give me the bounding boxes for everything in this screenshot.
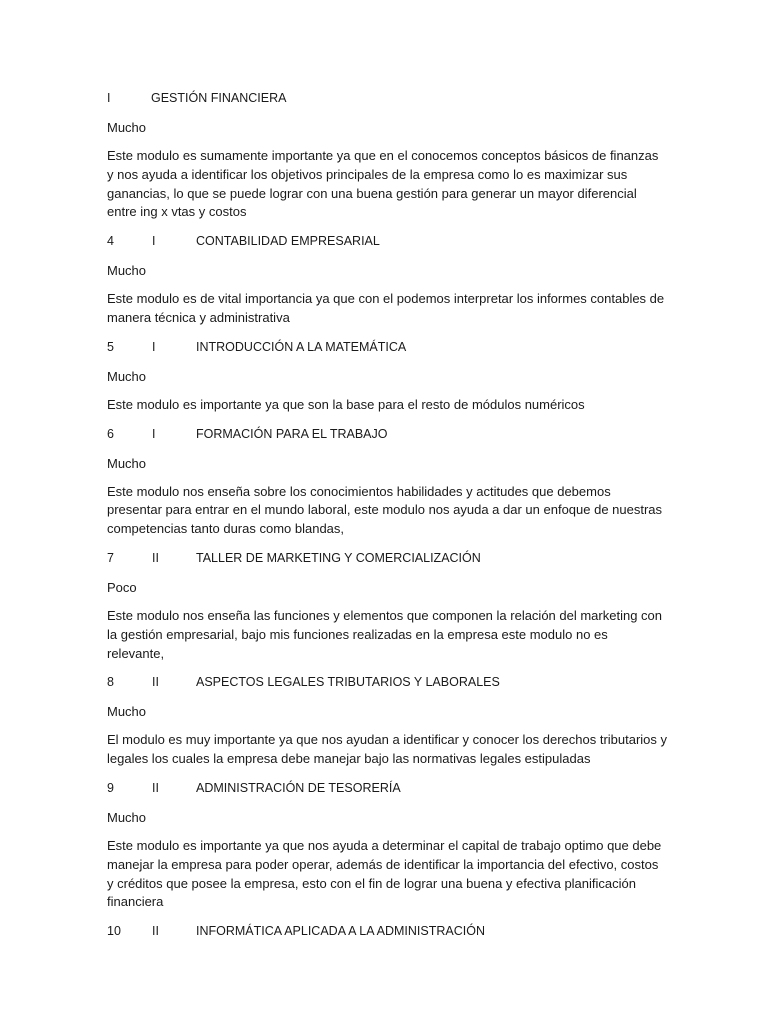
module-header — [107, 89, 667, 108]
document-page — [107, 89, 667, 941]
module-rating: Mucho — [107, 809, 147, 825]
module-entry — [107, 673, 667, 769]
module-rating: Mucho — [107, 368, 147, 384]
module-semester: II — [152, 780, 159, 795]
module-number: 4 — [107, 234, 114, 249]
module-header — [107, 922, 667, 941]
module-number: 10 — [107, 924, 121, 939]
module-header — [107, 549, 667, 568]
module-title: ADMINISTRACIÓN DE TESORERÍA — [196, 780, 401, 795]
module-header — [107, 232, 667, 251]
module-rating: Mucho — [107, 455, 147, 471]
module-semester: II — [152, 675, 159, 690]
module-description: Este modulo es sumamente importante ya que en el conocemos conceptos básicos de finanzas y nos ayuda a identificar los objetivos principales de la empresa como lo es maximizar sus ganancias, lo que se puede lograr con una buena gestión para generar un mayor diferencial entre ing x vtas y costos — [107, 148, 659, 220]
module-semester: II — [152, 924, 159, 939]
module-description: Este modulo nos enseña sobre los conocimientos habilidades y actitudes que debemos presentar para entrar en el mundo laboral, este modulo nos ayuda a dar un enfoque de nuestras competencias tanto duras como blandas, — [107, 483, 663, 537]
module-title: INFORMÁTICA APLICADA A LA ADMINISTRACIÓN — [196, 924, 485, 939]
module-title: CONTABILIDAD EMPRESARIAL — [196, 234, 380, 249]
module-entry — [107, 779, 667, 912]
module-entry — [107, 89, 667, 222]
module-entry — [107, 922, 667, 941]
module-rating: Mucho — [107, 704, 147, 720]
module-semester: I — [152, 426, 156, 441]
module-title: FORMACIÓN PARA EL TRABAJO — [196, 426, 388, 441]
module-description: Este modulo es importante ya que son la base para el resto de módulos numéricos — [107, 396, 585, 412]
module-rating: Mucho — [107, 263, 147, 279]
module-title: INTRODUCCIÓN A LA MATEMÁTICA — [196, 339, 407, 354]
module-number: 8 — [107, 675, 114, 690]
module-number: 6 — [107, 426, 114, 441]
module-semester: I — [107, 91, 111, 105]
module-header — [107, 673, 667, 692]
module-title: TALLER DE MARKETING Y COMERCIALIZACIÓN — [196, 550, 481, 565]
module-entry — [107, 232, 667, 328]
module-description: Este modulo es importante ya que nos ayuda a determinar el capital de trabajo optimo que debe manejar la empresa para poder operar, además de identificar la importancia del efectivo, costos y créditos que posee la empresa, esto con el fin de lograr una buena y efectiva planificación financiera — [107, 837, 662, 910]
module-semester: I — [152, 339, 156, 354]
module-title: ASPECTOS LEGALES TRIBUTARIOS Y LABORALES — [196, 675, 500, 690]
module-entry — [107, 549, 667, 663]
module-number: 7 — [107, 550, 114, 565]
module-number: 5 — [107, 339, 114, 354]
module-description: Este modulo es de vital importancia ya que con el podemos interpretar los informes contables de manera técnica y administrativa — [107, 291, 665, 325]
module-rating: Mucho — [107, 120, 147, 135]
module-semester: II — [152, 550, 159, 565]
module-rating: Poco — [107, 579, 137, 595]
module-entry — [107, 338, 667, 415]
module-entry — [107, 425, 667, 539]
module-header — [107, 425, 667, 444]
module-header — [107, 779, 667, 798]
module-number: 9 — [107, 780, 114, 795]
module-description: El modulo es muy importante ya que nos ayudan a identificar y conocer los derechos tributarios y legales los cuales la empresa debe manejar bajo las normativas legales estipuladas — [107, 732, 668, 767]
module-title: GESTIÓN FINANCIERA — [151, 91, 287, 105]
module-description: Este modulo nos enseña las funciones y elementos que componen la relación del marketing con la gestión empresarial, bajo mis funciones realizadas en la empresa este modulo no es relevante, — [107, 607, 663, 661]
module-semester: I — [152, 234, 156, 249]
module-header — [107, 338, 667, 357]
